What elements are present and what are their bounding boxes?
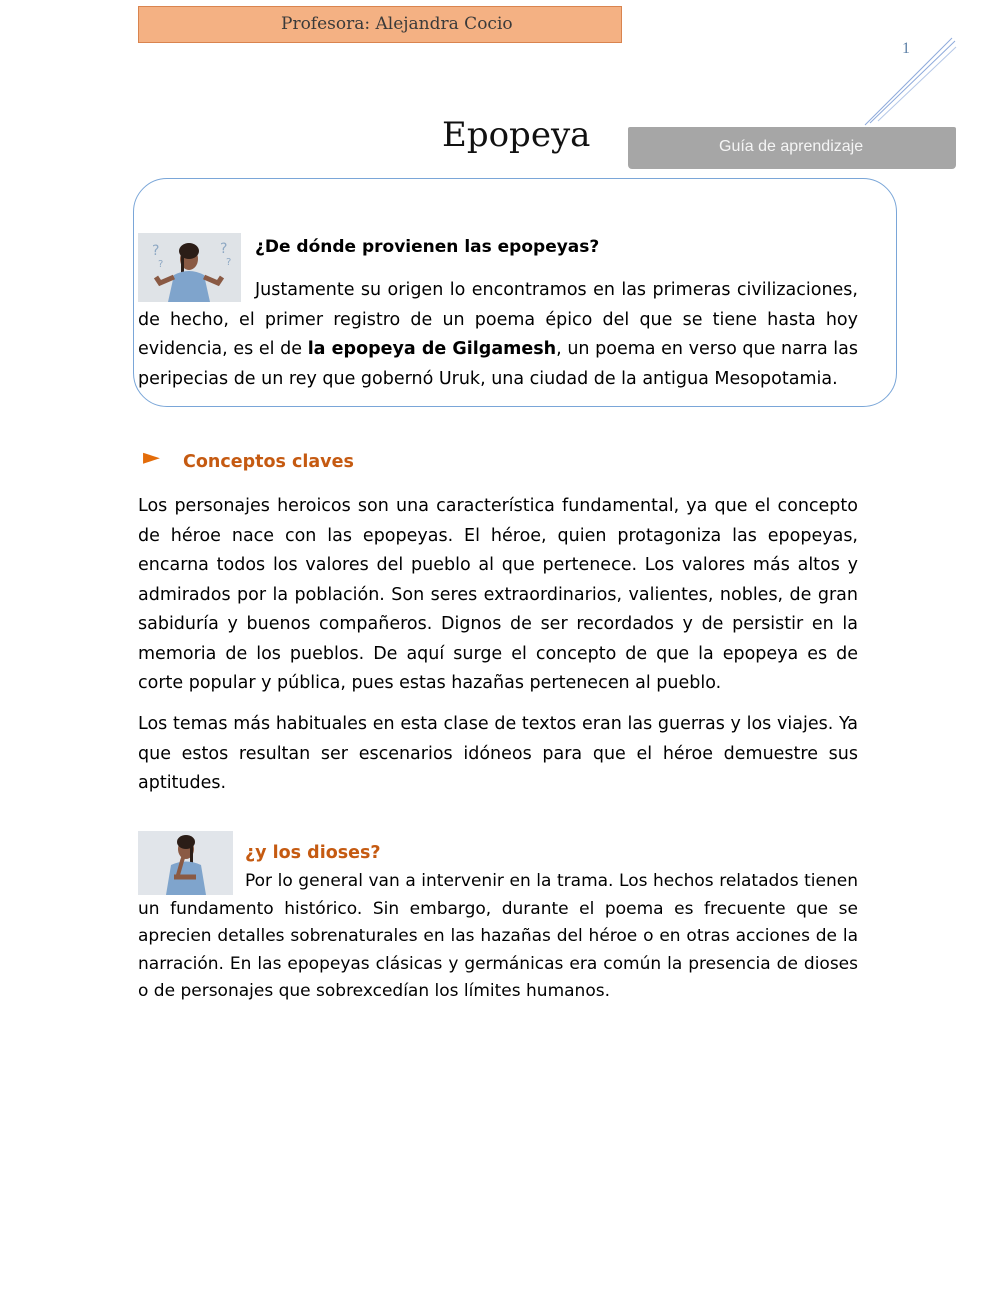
concepts-heading: Conceptos claves (183, 452, 354, 472)
teacher-banner (138, 6, 622, 43)
svg-text:?: ? (226, 257, 232, 268)
intro-text-start: Justamente su origen lo encontramos en las primeras civilizaciones, de hecho, el primer registro de un poema épico del que se tiene hasta hoy evidencia, es el de (138, 280, 858, 359)
teacher-name: Profesora: Alejandra Cocio (281, 14, 513, 34)
gilgamesh-bold-text: la epopeya de Gilgamesh (307, 339, 557, 359)
guide-label: Guía de aprendizaje (719, 138, 864, 155)
gods-paragraph: Por lo general van a intervenir en la trama. Los hechos relatados tienen un fundamento histórico. Sin embargo, durante el poema es frecuente que se aprecien detalles sobrenaturales en las hazañas del héroe o en otras acciones de la narración. En las epopeyas clásicas y germánicas era común la presencia de dioses o de personajes que sobrexcedían los límites humanos. (138, 871, 858, 1001)
concepts-paragraph-1: Los personajes heroicos son una característica fundamental, ya que el concepto de héroe nace con las epopeyas. El héroe, quien protagoniza las epopeyas, encarna todos los valores del pueblo al que pertenece. Los valores más altos y admirados por la población. Son seres extraordinarios, valientes, nobles, de gran sabiduría y buenos compañeros. Dignos de ser recordados y de persistir en la memoria de los pueblos. De aquí surge el concepto de que la epopeya es de corte popular y pública, pues estas hazañas pertenecen al pueblo. (138, 496, 858, 693)
svg-text:?: ? (220, 241, 228, 257)
corner-decoration (860, 35, 960, 130)
page-title: Epopeya (442, 115, 591, 155)
intro-paragraph (138, 276, 858, 394)
intro-text-end: , un poema en verso que narra las peripecias de un rey que gobernó Uruk, una ciudad de la antigua Mesopotamia. (138, 339, 859, 389)
guide-label-tab (628, 127, 956, 169)
intro-heading: ¿De dónde provienen las epopeyas? (255, 237, 600, 257)
concepts-paragraph-2: Los temas más habituales en esta clase de textos eran las guerras y los viajes. Ya que estos resultan ser escenarios idóneos para que el héroe demuestre sus aptitudes. (138, 714, 858, 793)
page-number: 1 (902, 40, 910, 57)
arrow-bullet-icon: ► (143, 445, 160, 470)
gods-heading: ¿y los dioses? (245, 843, 381, 863)
svg-text:?: ? (158, 259, 164, 270)
svg-text:?: ? (152, 243, 160, 259)
